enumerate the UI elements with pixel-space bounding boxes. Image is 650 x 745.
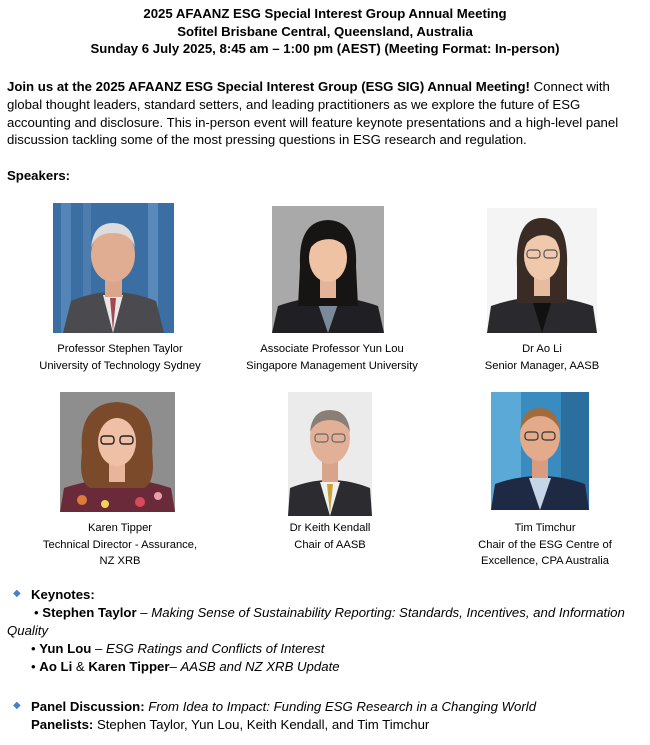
panel-line: [0, 698, 650, 716]
photo-yun-lou: [272, 206, 384, 333]
bullet-icon: •: [34, 605, 39, 620]
panel-title: From Idea to Impact: Funding ESG Research in a Changing World: [144, 699, 537, 714]
event-venue: Sofitel Brisbane Central, Queensland, Australia: [177, 23, 473, 39]
photo-ao-li: [487, 208, 597, 333]
keynote-separator: –: [136, 605, 152, 620]
keynote-title-cont: Quality: [7, 623, 49, 638]
keynotes-heading: Keynotes:: [31, 587, 95, 602]
speaker-caption-stephen-taylor: [13, 341, 227, 374]
speaker-name: Tim Timchur: [514, 522, 576, 534]
speaker-affiliation: Technical Director - Assurance,: [42, 538, 198, 551]
panel-heading: Panel Discussion:: [31, 699, 145, 714]
speaker-affiliation: Chair of AASB: [294, 538, 366, 551]
speaker-affiliation: University of Technology Sydney: [39, 359, 201, 372]
panelists-label: Panelists:: [31, 717, 94, 732]
panelists-names: Stephen Taylor, Yun Lou, Keith Kendall, and Tim Timchur: [93, 717, 430, 732]
speaker-name: Karen Tipper: [87, 522, 153, 534]
event-date-time: Sunday 6 July 2025, 8:45 am – 1:00 pm (AEST) (Meeting Format: In-person): [90, 41, 560, 56]
keynote-title: Making Sense of Sustainability Reporting: Standards, Incentives, and Information: [151, 605, 625, 620]
intro-body: Connect with global thought leaders, standard setters, and leading practitioners as we explore the future of ESG accounting and disclosure. This in-person event will feature keynote presentations and a high-level panel discussion tackling some of the most pressing questions in ESG research and regulation.: [7, 79, 619, 148]
bullet-icon: •: [31, 659, 36, 674]
speaker-name: Professor Stephen Taylor: [57, 343, 183, 355]
keynote-speaker-2: Karen Tipper: [88, 659, 170, 674]
speaker-caption-karen-tipper: [20, 520, 220, 570]
speaker-caption-keith-kendall: [250, 520, 410, 553]
keynote-speaker: Yun Lou: [39, 641, 92, 656]
speaker-name: Associate Professor Yun Lou: [260, 343, 404, 355]
photo-keith-kendall: [288, 392, 372, 516]
photo-karen-tipper: [60, 392, 175, 512]
keynote-item: [0, 658, 650, 676]
speaker-name: Dr Ao Li: [522, 343, 562, 355]
intro-paragraph: [7, 78, 647, 149]
speakers-heading: Speakers:: [7, 168, 71, 183]
photo-stephen-taylor: [53, 203, 174, 333]
event-header: [0, 5, 650, 58]
speaker-affiliation-cont: Excellence, CPA Australia: [481, 555, 609, 567]
panel-section: [0, 698, 650, 734]
keynote-title: ESG Ratings and Conflicts of Interest: [105, 641, 325, 656]
speaker-affiliation-cont: NZ XRB: [99, 555, 141, 567]
keynote-separator: –: [169, 659, 181, 674]
photo-tim-timchur: [491, 392, 589, 510]
keynotes-section: [0, 586, 650, 676]
keynote-title: AASB and NZ XRB Update: [180, 659, 340, 674]
speaker-affiliation: Chair of the ESG Centre of: [478, 538, 612, 551]
panel-bullet-icon: ◆: [13, 700, 21, 711]
keynote-item: [0, 640, 650, 658]
keynote-amp: &: [72, 659, 89, 674]
speaker-caption-tim-timchur: [460, 520, 630, 570]
speaker-name: Dr Keith Kendall: [289, 522, 371, 534]
keynote-speaker: Ao Li: [39, 659, 73, 674]
keynote-item: [0, 604, 650, 622]
keynote-separator: –: [91, 641, 106, 656]
event-title: 2025 AFAANZ ESG Special Interest Group Annual Meeting: [143, 6, 507, 21]
speaker-caption-yun-lou: [223, 341, 441, 374]
speaker-caption-ao-li: [462, 341, 622, 374]
keynotes-bullet-icon: ◆: [13, 588, 21, 599]
bullet-icon: •: [31, 641, 36, 656]
speaker-affiliation: Singapore Management University: [246, 359, 418, 372]
keynote-speaker: Stephen Taylor: [42, 605, 137, 620]
panelists-line: [0, 716, 650, 734]
intro-lead: Join us at the 2025 AFAANZ ESG Special Interest Group (ESG SIG) Annual Meeting!: [7, 79, 530, 94]
speaker-affiliation: Senior Manager, AASB: [484, 359, 600, 372]
